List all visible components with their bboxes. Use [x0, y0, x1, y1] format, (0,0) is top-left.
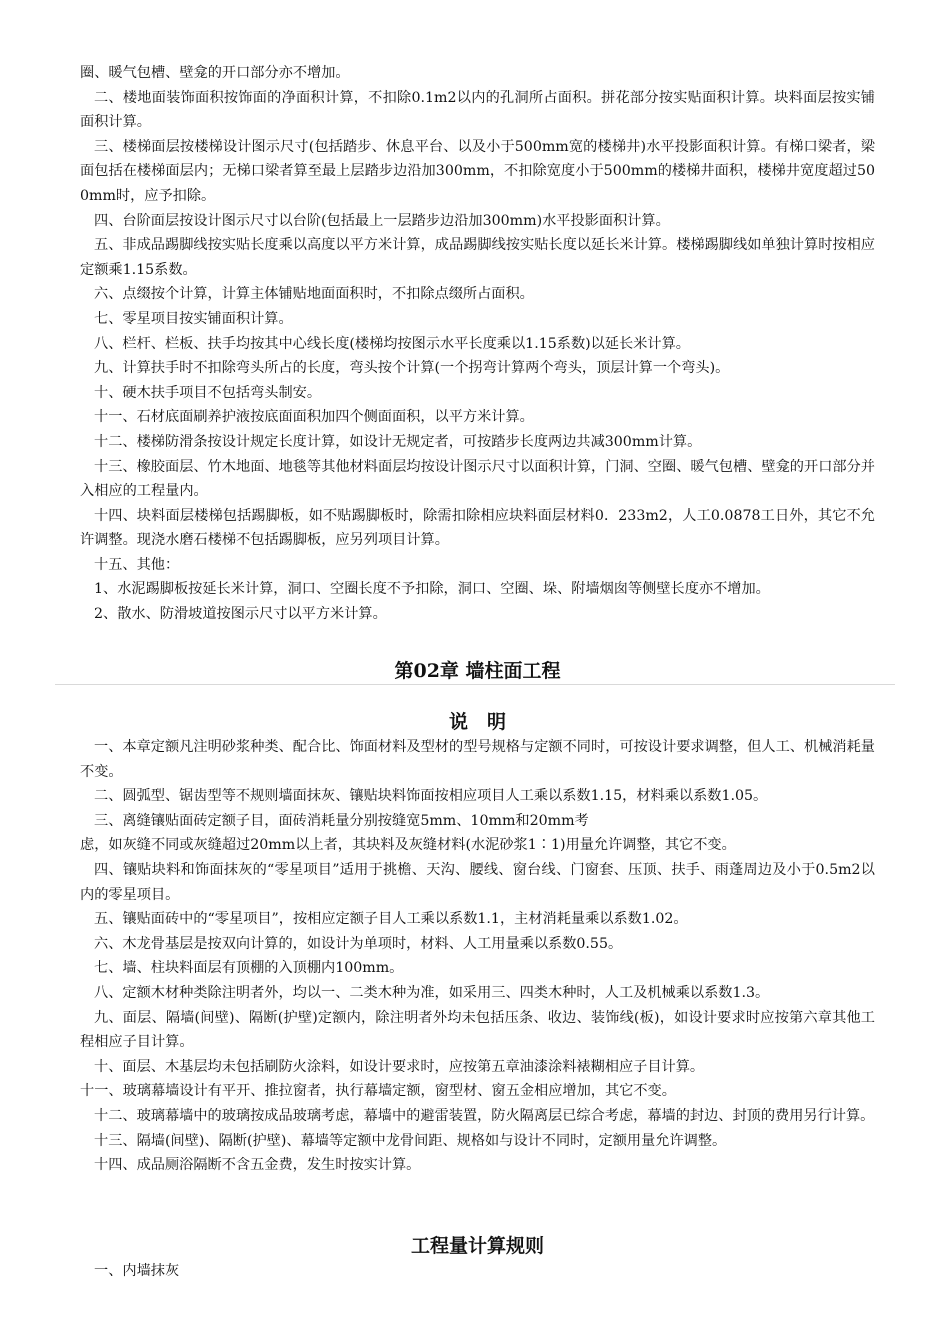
paragraph: 三、离缝镶贴面砖定额子目，面砖消耗量分别按缝宽5mm、10mm和20mm考	[94, 812, 589, 829]
paragraph: 七、墙、柱块料面层有顶棚的入顶棚内100mm。	[94, 960, 404, 977]
paragraph: 五、镶贴面砖中的“零星项目”，按相应定额子目人工乘以系数1.1，主材消耗量乘以系数1.02。	[94, 911, 688, 928]
paragraph: 八、栏杆、栏板、扶手均按其中心线长度(楼梯均按图示水平长度乘以1.15系数)以延长米计算。	[94, 335, 690, 352]
paragraph: 六、木龙骨基层是按双向计算的，如设计为单项时，材料、人工用量乘以系数0.55。	[94, 935, 623, 952]
paragraph: 四、镶贴块料和饰面抹灰的“零星项目”适用于挑檐、天沟、腰线、窗台线、门窗套、压顶、扶手、雨蓬周边及小于0.5m2以内的零星项目。	[80, 861, 875, 903]
paragraph: 七、零星项目按实铺面积计算。	[94, 310, 293, 327]
chapter-title: 第02章 墙柱面工程	[394, 660, 561, 682]
paragraph: 一、本章定额凡注明砂浆种类、配合比、饰面材料及型材的型号规格与定额不同时，可按设计要求调整，但人工、机械消耗量不变。	[80, 739, 875, 780]
paragraph: 十二、楼梯防滑条按设计规定长度计算，如设计无规定者，可按踏步长度两边共减300mm计算。	[94, 433, 702, 450]
paragraph: 五、非成品踢脚线按实贴长度乘以高度以平方米计算，成品踢脚线按实贴长度以延长米计算。楼梯踢脚线如单独计算时按相应定额乘1.15系数。	[80, 237, 875, 278]
paragraph: 三、楼梯面层按楼梯设计图示尺寸(包括踏步、休息平台、以及小于500mm宽的楼梯井)水平投影面积计算。有梯口梁者，梁面包括在楼梯面层内；无梯口梁者算至最上层踏步边沿加300mm，不扣除宽度小于500mm的楼梯井面积，楼梯井宽度超过500mm时，应予扣除。	[80, 138, 875, 204]
paragraph: 十、硬木扶手项目不包括弯头制安。	[94, 384, 322, 401]
paragraph: 十一、石材底面刷养护液按底面面积加四个侧面面积，以平方米计算。	[94, 409, 534, 426]
paragraph: 1、水泥踢脚板按延长米计算，洞口、空圈长度不予扣除，洞口、空圈、垛、附墙烟囱等侧壁长度亦不增加。	[94, 581, 770, 598]
paragraph: 十三、橡胶面层、竹木地面、地毯等其他材料面层均按设计图示尺寸以面积计算，门洞、空圈、暖气包槽、壁龛的开口部分并入相应的工程量内。	[80, 458, 875, 500]
notes-heading: 说 明	[448, 711, 506, 733]
paragraph: 六、点缀按个计算，计算主体铺贴地面面积时，不扣除点缀所占面积。	[94, 286, 534, 303]
paragraph: 十三、隔墙(间壁)、隔断(护壁)、幕墙等定额中龙骨间距、规格如与设计不同时，定额用量允许调整。	[94, 1132, 727, 1149]
rules-heading: 工程量计算规则	[410, 1235, 544, 1257]
paragraph: 九、面层、隔墙(间壁)、隔断(护壁)定额内，除注明者外均未包括压条、收边、装饰线(板)，如设计要求时应按第六章其他工程相应子目计算。	[80, 1009, 875, 1051]
paragraph: 九、计算扶手时不扣除弯头所占的长度，弯头按个计算(一个拐弯计算两个弯头，顶层计算一个弯头)。	[94, 360, 730, 377]
section-wall-notes	[80, 735, 875, 1178]
notes-heading-block	[80, 708, 875, 736]
paragraph: 十四、块料面层楼梯包括踢脚板，如不贴踢脚板时，除需扣除相应块料面层材料0．233m2，人工0.0878工日外，其它不允许调整。现浇水磨石楼梯不包括踢脚板，应另列项目计算。	[80, 507, 875, 549]
paragraph: 十、面层、木基层均未包括刷防火涂料，如设计要求时，应按第五章油漆涂料裱糊相应子目计算。	[94, 1058, 705, 1075]
paragraph: 十一、玻璃幕墙设计有平开、推拉窗者，执行幕墙定额，窗型材、窗五金相应增加，其它不变。	[80, 1083, 676, 1100]
section-floor-rules	[80, 61, 875, 627]
paragraph: 八、定额木材种类除注明者外，均以一、二类木种为准，如采用三、四类木种时，人工及机械乘以系数1.3。	[94, 984, 770, 1001]
paragraph: 二、楼地面装饰面积按饰面的净面积计算，不扣除0.1m2以内的孔洞所占面积。拼花部分按实贴面积计算。块料面层按实铺面积计算。	[80, 89, 875, 131]
paragraph: 一、内墙抹灰	[94, 1263, 180, 1279]
paragraph: 十五、其他：	[94, 556, 180, 573]
paragraph: 2、散水、防滑坡道按图示尺寸以平方米计算。	[94, 606, 387, 623]
paragraph: 圈、暖气包槽、壁龛的开口部分亦不增加。	[80, 65, 350, 81]
paragraph: 四、台阶面层按设计图示尺寸以台阶(包括最上一层踏步边沿加300mm)水平投影面积计算。	[94, 212, 670, 229]
paragraph: 虑，如灰缝不同或灰缝超过20mm以上者，其块料及灰缝材料(水泥砂浆1∶1)用量允许调整，其它不变。	[80, 837, 736, 854]
chapter-title-block	[80, 657, 875, 685]
section-wall-rules	[80, 1259, 875, 1284]
paragraph: 二、圆弧型、锯齿型等不规则墙面抹灰、镶贴块料饰面按相应项目人工乘以系数1.15，材料乘以系数1.05。	[94, 788, 768, 805]
paragraph: 十二、玻璃幕墙中的玻璃按成品玻璃考虑，幕墙中的避雷装置，防火隔离层已综合考虑，幕墙的封边、封顶的费用另行计算。	[94, 1107, 875, 1124]
paragraph: 十四、成品厕浴隔断不含五金费，发生时按实计算。	[94, 1157, 421, 1174]
rules-heading-block	[80, 1232, 875, 1260]
